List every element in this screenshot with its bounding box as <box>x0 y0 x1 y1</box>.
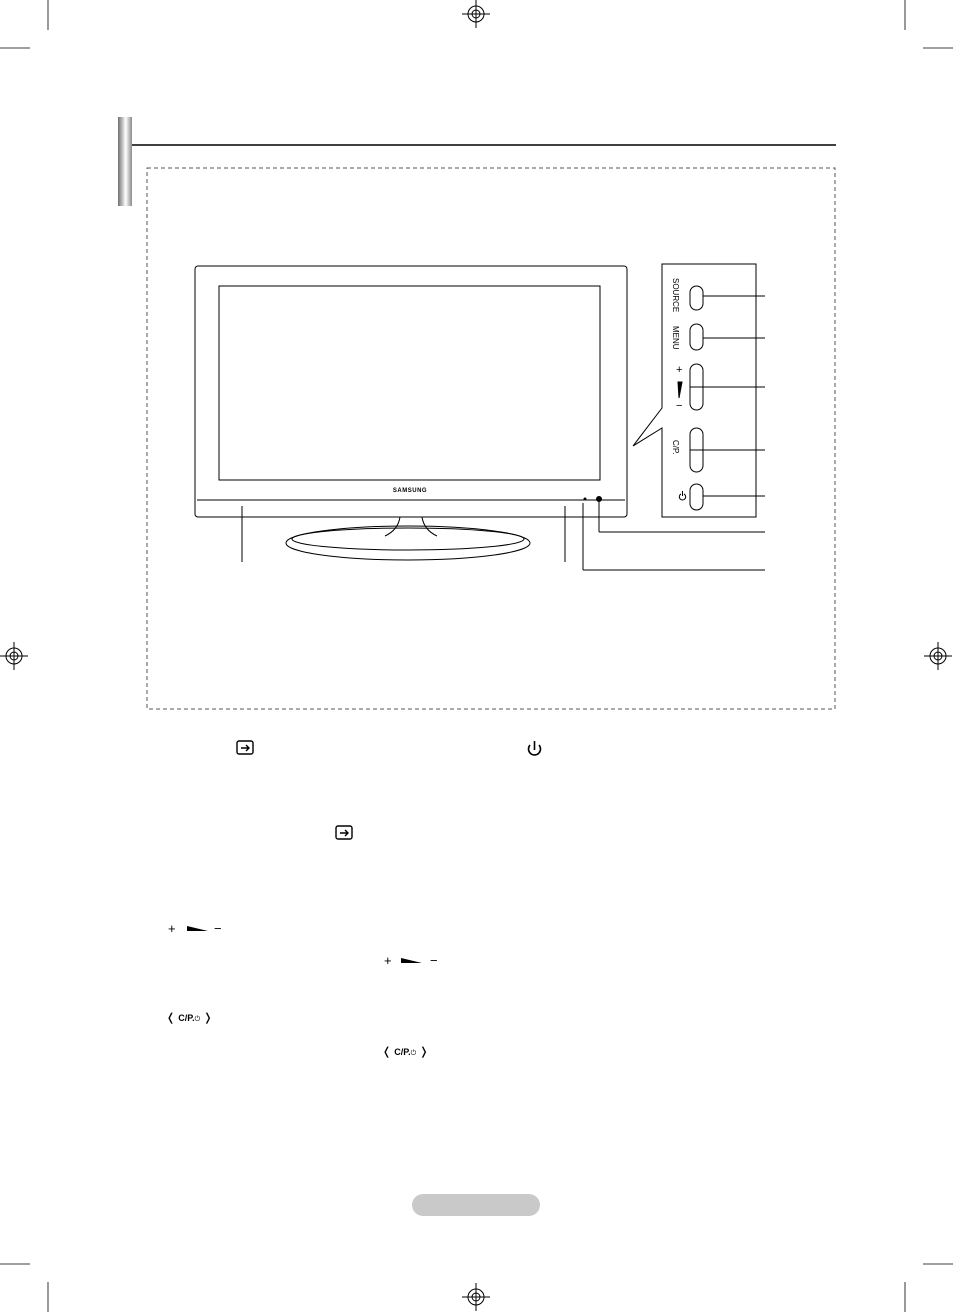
volume-plus-symbol: + <box>168 921 176 936</box>
registration-mark-bottom <box>462 1283 490 1311</box>
chevron-left-icon: ❬ <box>382 1046 392 1058</box>
power-icon: ⏻ <box>194 1016 201 1023</box>
volume-minus-symbol: − <box>430 953 438 968</box>
source-input-icon <box>237 741 253 754</box>
registration-mark-right <box>924 642 952 670</box>
power-icon <box>529 741 541 755</box>
registration-mark-top <box>462 0 490 28</box>
source-input-icon <box>336 826 352 839</box>
volume-plus-symbol: + <box>384 953 392 968</box>
power-icon: ⏻ <box>410 1050 417 1057</box>
registration-mark-left <box>0 642 28 670</box>
channel-button-label: C/P. <box>671 440 680 455</box>
menu-button-label: MENU <box>671 326 680 350</box>
channel-symbol-row <box>382 1045 428 1058</box>
chevron-right-icon: ❭ <box>203 1012 213 1024</box>
volume-plus-label: + <box>676 364 683 376</box>
source-button-label: SOURCE <box>671 278 680 313</box>
channel-symbol-row <box>166 1011 212 1024</box>
chevron-right-icon: ❭ <box>419 1046 429 1058</box>
chevron-left-icon: ❬ <box>166 1012 176 1024</box>
volume-minus-symbol: − <box>214 921 222 936</box>
figure-frame <box>147 168 835 709</box>
page-number-pill <box>412 1194 540 1216</box>
side-control-panel <box>242 264 765 570</box>
tv-illustration <box>195 266 627 560</box>
volume-minus-label: − <box>676 400 683 412</box>
volume-wedge-icon <box>187 926 208 931</box>
channel-label: C/P. <box>394 1047 411 1057</box>
brand-logo: SAMSUNG <box>392 488 428 494</box>
volume-wedge-icon <box>401 958 422 963</box>
channel-label: C/P. <box>178 1013 195 1023</box>
